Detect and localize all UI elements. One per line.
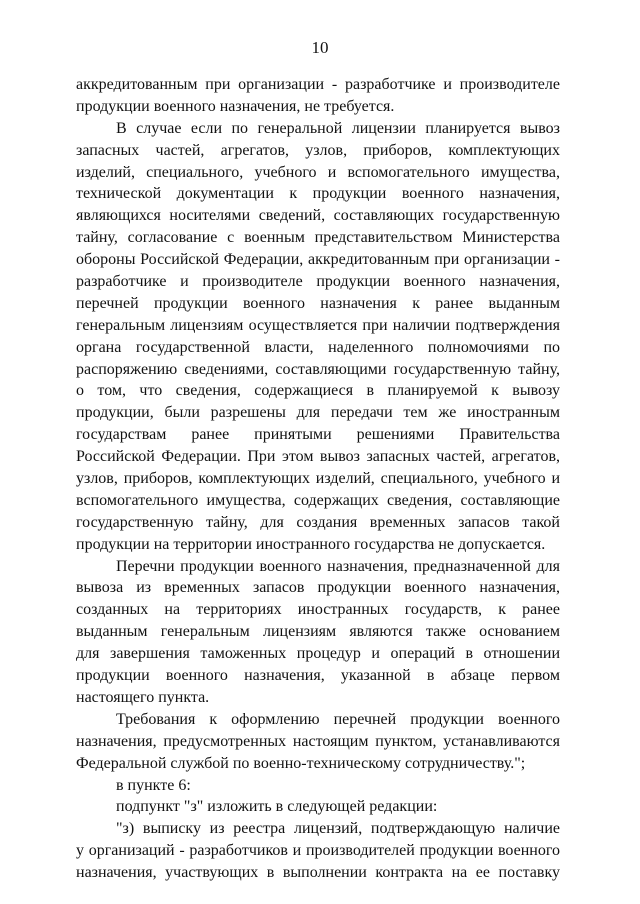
text-line: "з) выписку из реестра лицензий, подтверждающую наличие [116,820,560,838]
text-line: узлов, приборов, комплектующих изделий, специального, учебного и [76,470,560,488]
text-line: Перечни продукции военного назначения, предназначенной для [116,557,560,575]
text-line: в пункте 6: [116,776,191,794]
text-line: продукции, были разрешены для передачи тем же иностранным [76,404,560,422]
text-line: обороны Российской Федерации, аккредитованным при организации - [76,251,560,269]
text-line: разработчике и производителе продукции военного назначения, [76,273,560,291]
text-line: настоящего пункта. [76,688,210,706]
text-line: изделий, специального, учебного и вспомогательного имущества, [76,163,560,181]
text-line: тайну, согласование с военным представительством Министерства [76,229,560,247]
text-line: распоряжению сведениями, составляющими государственную тайну, [76,360,560,378]
text-line: перечней продукции военного назначения к ранее выданным [76,294,560,312]
text-line: назначения, предусмотренных настоящим пунктом, устанавливаются [76,732,560,750]
document-body [76,74,560,884]
text-line: для завершения таможенных процедур и операций в отношении [76,645,560,663]
text-line: Требования к оформлению перечней продукции военного [116,710,560,728]
text-line: продукции на территории иностранного государства не допускается. [76,535,546,553]
text-line: генеральным лицензиям осуществляется при наличии подтверждения [76,316,560,334]
text-line: продукции военного назначения, не требуется. [76,97,395,115]
text-line: назначения, участвующих в выполнении контракта на ее поставку [76,864,560,882]
text-line: выданным генеральным лицензиям являются также основанием [76,623,560,641]
text-line: технической документации к продукции военного назначения, [76,185,560,203]
text-line: созданных на территориях иностранных государств, к ранее [76,601,560,619]
text-line: аккредитованным при организации - разработчике и производителе [76,76,560,93]
text-line: подпункт "з" изложить в следующей редакции: [116,798,438,816]
text-line: о том, что сведения, содержащиеся в планируемой к вывозу [76,382,560,400]
text-line: вспомогательного имущества, содержащих сведения, составляющие [76,491,560,509]
text-line: государственную тайну, для создания временных запасов такой [76,513,560,531]
text-line: запасных частей, агрегатов, узлов, приборов, комплектующих [76,141,560,159]
text-line: Федеральной службой по военно-техническому сотрудничеству."; [76,754,526,772]
text-line: являющихся носителями сведений, составляющих государственную [76,207,560,225]
page-number: 10 [311,38,329,57]
text-line: В случае если по генеральной лицензии планируется вывоз [116,119,560,137]
text-line: Российской Федерации. При этом вывоз запасных частей, агрегатов, [76,448,560,466]
text-line: государствам ранее принятыми решениями Правительства [76,426,560,444]
text-line: продукции военного назначения, указанной в абзаце первом [76,667,560,685]
text-line: у организаций - разработчиков и производителей продукции военного [76,842,560,860]
text-line: органа государственной власти, наделенного полномочиями по [76,338,560,356]
text-line: вывоза из временных запасов продукции военного назначения, [76,579,560,597]
